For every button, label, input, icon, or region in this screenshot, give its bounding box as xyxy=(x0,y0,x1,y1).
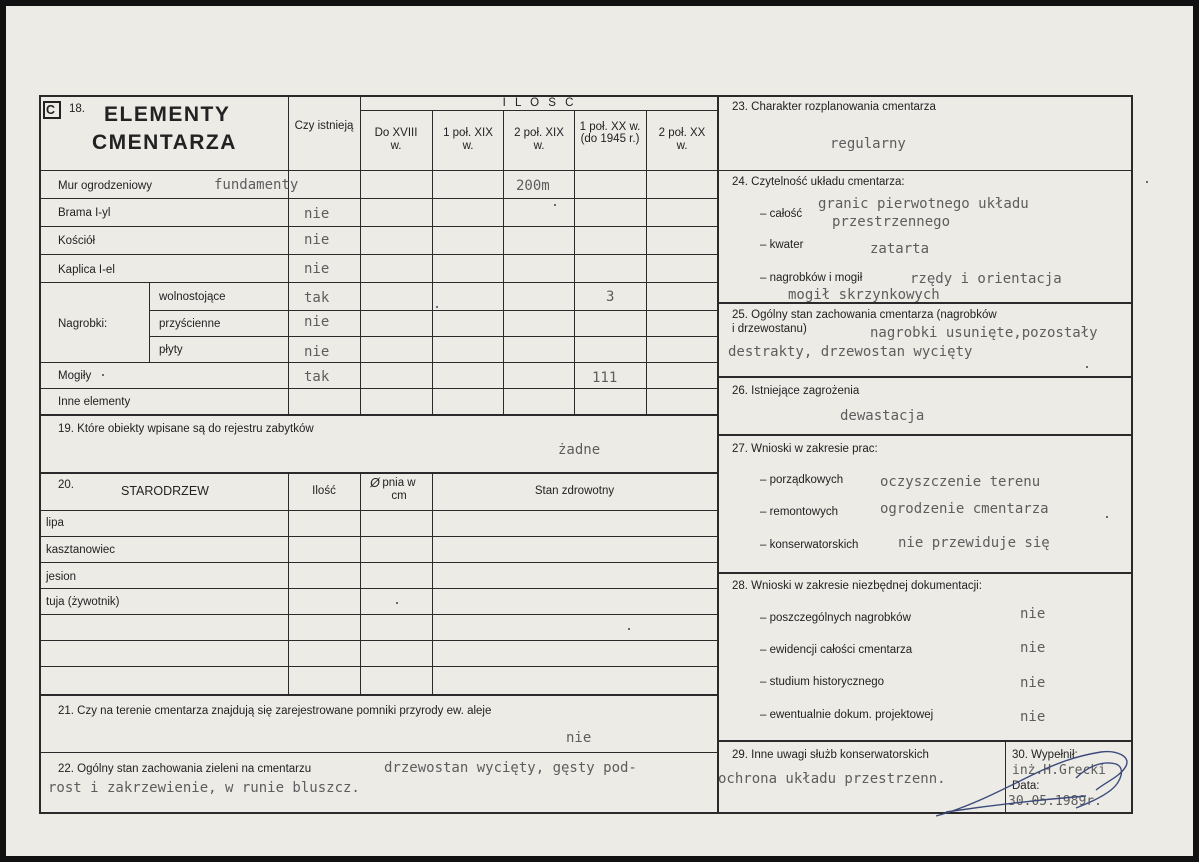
row-label-slabs: płyty xyxy=(159,344,183,356)
row-value-slabs-exists: nie xyxy=(304,344,330,360)
s24-whole-value2: przestrzennego xyxy=(832,214,951,230)
row-label-wall: Mur ogrodzeniowy xyxy=(58,180,152,192)
s30-label: 30. Wypełnił: xyxy=(1012,749,1078,761)
col-period-1: Do XVIII w. xyxy=(374,127,418,152)
s30-filled-by: inż.H.Grecki xyxy=(1012,763,1106,778)
section-letter: C xyxy=(46,103,56,117)
s28-item-value: nie xyxy=(1020,709,1046,725)
s27-item-label: – konserwatorskich xyxy=(760,539,859,551)
row-value-mounds-exists: tak xyxy=(304,369,330,385)
s26-label: 26. Istniejące zagrożenia xyxy=(732,385,860,397)
row-value-church-exists: nie xyxy=(304,232,330,248)
form-title-line1: ELEMENTY xyxy=(104,103,231,126)
s21-value: nie xyxy=(566,730,592,746)
s28-label: 28. Wnioski w zakresie niezbędnej dokumentacji: xyxy=(732,580,982,592)
row-value-mounds-qty: 111 xyxy=(592,370,618,386)
row-label-wall-mounted: przyścienne xyxy=(159,318,221,330)
s26-value: dewastacja xyxy=(840,408,925,424)
form-sheet xyxy=(6,6,1193,856)
s30-date: 30.05.1989r. xyxy=(1008,794,1102,809)
s20-col-health: Stan zdrowotny xyxy=(534,485,615,497)
s21-label: 21. Czy na terenie cmentarza znajdują się zarejestrowane pomniki przyrody ew. aleje xyxy=(58,705,492,717)
s23-value: regularny xyxy=(830,136,906,152)
section-number: 18. xyxy=(69,103,85,115)
col-period-3: 2 poł. XIX w. xyxy=(514,127,564,152)
row-label-freestanding: wolnostojące xyxy=(159,291,226,303)
s19-value: żadne xyxy=(558,442,601,458)
s24-quarters-label: – kwater xyxy=(760,239,804,251)
s24-quarters-value: zatarta xyxy=(870,241,930,257)
s28-item-value: nie xyxy=(1020,606,1046,622)
col-quantity-header: I L O Ś Ć xyxy=(502,97,577,109)
s19-label: 19. Które obiekty wpisane są do rejestru zabytków xyxy=(58,423,314,435)
row-label-chapel: Kaplica I-el xyxy=(58,264,115,276)
s22-value-line1: drzewostan wycięty, gęsty pod- xyxy=(384,760,637,776)
s20-number: 20. xyxy=(58,479,74,491)
row-label-gate: Brama I-yl xyxy=(58,207,111,219)
form-title-line2: CMENTARZA xyxy=(92,131,237,154)
s20-title: STARODRZEW xyxy=(121,484,209,498)
s28-item-value: nie xyxy=(1020,675,1046,691)
s28-item-label: – ewidencji całości cmentarza xyxy=(760,644,913,656)
s28-item-label: – ewentualnie dokum. projektowej xyxy=(760,709,934,721)
row-value-freestanding-exists: tak xyxy=(304,290,330,306)
row-label-mounds: Mogiły xyxy=(58,370,92,382)
s22-label: 22. Ogólny stan zachowania zieleni na cmentarzu xyxy=(58,763,312,775)
tree-row-label: kasztanowiec xyxy=(46,544,116,556)
s25-label1: 25. Ogólny stan zachowania cmentarza (nagrobków xyxy=(732,309,997,321)
row-value-gate-exists: nie xyxy=(304,206,330,222)
s29-label: 29. Inne uwagi służb konserwatorskich xyxy=(732,749,929,761)
s28-item-label: – studium historycznego xyxy=(760,676,885,688)
s24-whole-value1: granic pierwotnego układu xyxy=(818,196,1029,212)
s24-whole-label: – całość xyxy=(760,208,803,220)
s27-item-value: oczyszczenie terenu xyxy=(880,474,1041,490)
s27-label: 27. Wnioski w zakresie prac: xyxy=(732,443,878,455)
s24-graves-value2: mogił skrzynkowych xyxy=(788,287,940,303)
s27-item-label: – porządkowych xyxy=(760,474,844,486)
s22-value-line2: rost i zakrzewienie, w runie bluszcz. xyxy=(48,780,360,796)
row-value-wall-mounted-exists: nie xyxy=(304,314,330,330)
s24-graves-label: – nagrobków i mogił xyxy=(760,272,863,284)
col-exists-header: Czy istnieją xyxy=(294,120,354,132)
row-value-freestanding-qty: 3 xyxy=(606,289,615,305)
s20-col-qty: Ilość xyxy=(312,485,336,497)
col-period-5: 2 poł. XX w. xyxy=(658,127,706,152)
graves-group-label: Nagrobki: xyxy=(58,318,108,330)
s20-col-diam-symbol: Ø xyxy=(370,476,380,490)
tree-row-label: jesion xyxy=(46,571,77,583)
s23-label: 23. Charakter rozplanowania cmentarza xyxy=(732,101,936,113)
col-period-4: 1 poł. XX w. (do 1945 r.) xyxy=(579,121,641,145)
tree-row-label: lipa xyxy=(46,517,64,529)
s28-item-label: – poszczególnych nagrobków xyxy=(760,612,911,624)
s30-date-label: Data: xyxy=(1012,780,1040,792)
col-period-2: 1 poł. XIX w. xyxy=(443,127,493,152)
s24-label: 24. Czytelność układu cmentarza: xyxy=(732,176,905,188)
row-value-wall-exists: fundamenty xyxy=(214,177,299,193)
s29-value: ochrona układu przestrzenn. xyxy=(718,771,946,787)
s27-item-value: nie przewiduje się xyxy=(898,535,1050,551)
s25-label2: i drzewostanu) xyxy=(732,323,807,335)
s25-value2: destrakty, drzewostan wycięty xyxy=(728,344,973,360)
s24-graves-value1: rzędy i orientacja xyxy=(910,271,1062,287)
row-label-other: Inne elementy xyxy=(58,396,131,408)
s27-item-value: ogrodzenie cmentarza xyxy=(880,501,1049,517)
s28-item-value: nie xyxy=(1020,640,1046,656)
row-label-church: Kościół xyxy=(58,235,96,247)
s25-value1: nagrobki usunięte,pozostały xyxy=(870,325,1098,341)
row-value-wall-qty: 200m xyxy=(516,178,550,194)
s27-item-label: – remontowych xyxy=(760,506,838,518)
row-value-chapel-exists: nie xyxy=(304,261,330,277)
signature xyxy=(926,738,1156,828)
tree-row-label: tuja (żywotnik) xyxy=(46,596,120,608)
s20-col-diam: pnia w cm xyxy=(382,477,416,502)
